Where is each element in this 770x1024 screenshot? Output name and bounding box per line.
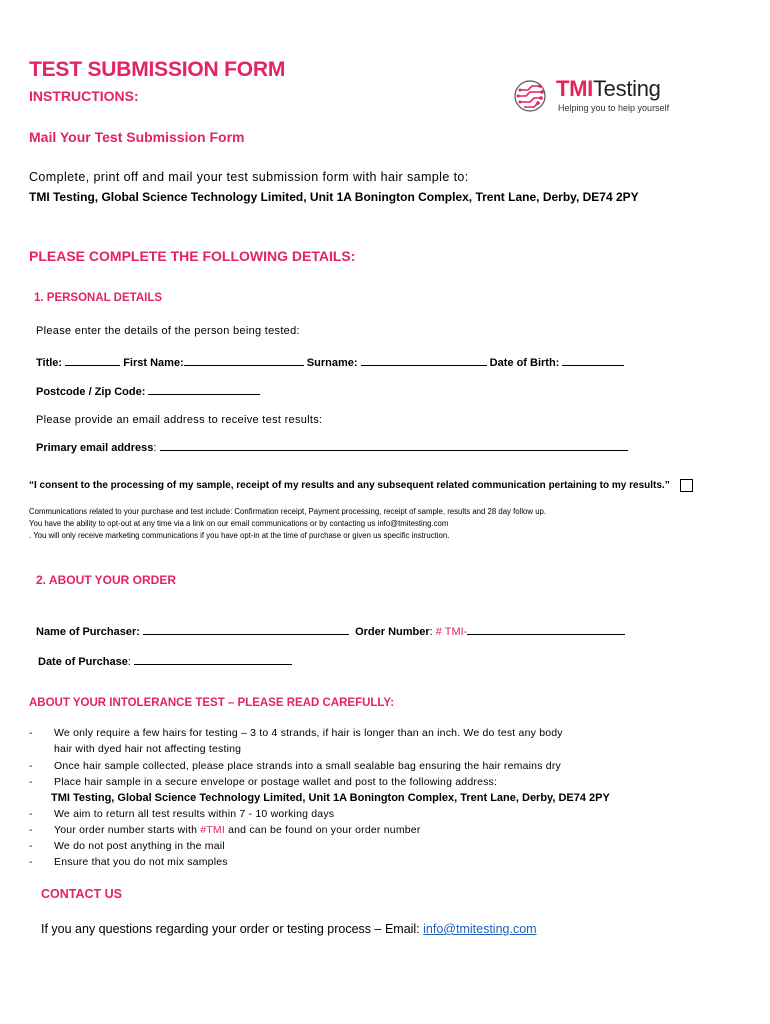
dob-label: Date of Birth:	[489, 357, 560, 369]
email-prompt: Please provide an email address to receive test results:	[36, 414, 323, 426]
email-row	[36, 439, 628, 454]
intolerance-heading: ABOUT YOUR INTOLERANCE TEST – PLEASE READ CAREFULLY:	[29, 697, 395, 709]
postcode-field[interactable]	[148, 383, 260, 395]
order-number-field[interactable]	[467, 623, 625, 635]
postcode-row	[36, 383, 260, 398]
logo-brand	[556, 76, 661, 102]
personal-details-heading: 1. PERSONAL DETAILS	[34, 292, 163, 304]
email-field[interactable]	[160, 439, 628, 451]
bullet-text-cont: hair with dyed hair not affecting testing	[54, 743, 242, 755]
consent-note-line2: You have the ability to opt-out at any time via a link on our email communications or by contacting us info@tmitesting.com	[29, 519, 449, 528]
surname-label: Surname:	[306, 357, 358, 369]
mail-heading: Mail Your Test Submission Form	[29, 129, 245, 145]
bullet-dash: -	[29, 727, 33, 739]
date-row	[38, 653, 292, 668]
order-row	[36, 623, 625, 638]
bullet-text: Place hair sample in a secure envelope or postage wallet and post to the following address:	[54, 776, 498, 788]
surname-field[interactable]	[361, 354, 487, 366]
consent-checkbox[interactable]	[680, 479, 693, 492]
contact-email-link[interactable]: info@tmitesting.com	[423, 922, 537, 936]
consent-note-line3: . You will only receive marketing communications if you have opt-in at the time of purchase or given us specific instruction.	[29, 531, 450, 540]
bullet-dash: -	[29, 760, 33, 772]
email-colon: :	[153, 442, 157, 454]
email-label: Primary email address	[36, 442, 154, 454]
bullet-dash: -	[29, 776, 33, 788]
logo-brand-rest: Testing	[592, 76, 661, 101]
bullet-dash: -	[29, 840, 33, 852]
logo-tagline: Helping you to help yourself	[558, 103, 670, 113]
date-label: Date of Purchase	[38, 656, 128, 668]
first-name-label: First Name:	[123, 357, 184, 369]
bullet-text: We do not post anything in the mail	[54, 840, 225, 852]
title-field[interactable]	[65, 354, 120, 366]
bullet-text: Ensure that you do not mix samples	[54, 856, 228, 868]
consent-note-line1: Communications related to your purchase and test include: Confirmation receipt, Payment processing, receipt of sample, results and 28 day follow up.	[29, 507, 547, 516]
name-row	[36, 354, 624, 369]
title-label: Title:	[36, 357, 63, 369]
tmi-highlight: #TMI	[200, 824, 225, 836]
purchaser-label: Name of Purchaser:	[36, 626, 140, 638]
bullet-text: Your order number starts with	[54, 824, 201, 836]
circuit-head-icon	[510, 76, 550, 116]
bullet-text: We aim to return all test results within 7 - 10 working days	[54, 808, 335, 820]
page-title: TEST SUBMISSION FORM	[29, 58, 286, 81]
date-field[interactable]	[134, 653, 292, 665]
postcode-label: Postcode / Zip Code:	[36, 386, 146, 398]
date-colon: :	[127, 656, 131, 668]
bullet-dash: -	[29, 824, 33, 836]
contact-heading: CONTACT US	[41, 887, 123, 901]
bullet-text: We only require a few hairs for testing – 3 to 4 strands, if hair is longer than an inch. We do test any body	[54, 727, 563, 739]
order-heading: 2. ABOUT YOUR ORDER	[36, 573, 177, 587]
consent-text: “I consent to the processing of my sample, receipt of my results and any subsequent related communication pertaining to my results.”	[29, 480, 670, 491]
bullet-dash: -	[29, 856, 33, 868]
bullet-text-tail: and can be found on your order number	[224, 824, 421, 836]
tmi-testing-logo	[510, 72, 700, 120]
first-name-field[interactable]	[184, 354, 304, 366]
contact-text	[41, 922, 537, 936]
logo-brand-tmi: TMI	[556, 76, 593, 101]
contact-text-label: If you any questions regarding your order or testing process – Email:	[41, 922, 424, 936]
mail-intro: Complete, print off and mail your test submission form with hair sample to:	[29, 170, 469, 184]
order-number-label: Order Number	[355, 626, 430, 638]
dob-field[interactable]	[562, 354, 624, 366]
order-colon: :	[429, 626, 433, 638]
mail-address: TMI Testing, Global Science Technology Limited, Unit 1A Bonington Complex, Trent Lane, Derby, DE74 2PY	[29, 190, 639, 204]
details-heading: PLEASE COMPLETE THE FOLLOWING DETAILS:	[29, 248, 356, 264]
bullet-dash: -	[29, 808, 33, 820]
instructions-heading: INSTRUCTIONS:	[29, 88, 139, 104]
order-prefix: # TMI-	[435, 626, 468, 638]
intolerance-address: TMI Testing, Global Science Technology Limited, Unit 1A Bonington Complex, Trent Lane, Derby, DE74 2PY	[51, 792, 610, 804]
intolerance-list	[29, 727, 729, 877]
personal-prompt: Please enter the details of the person being tested:	[36, 325, 300, 337]
bullet-text: Once hair sample collected, please place strands into a small sealable bag ensuring the hair remains dry	[54, 760, 561, 772]
purchaser-field[interactable]	[143, 623, 349, 635]
